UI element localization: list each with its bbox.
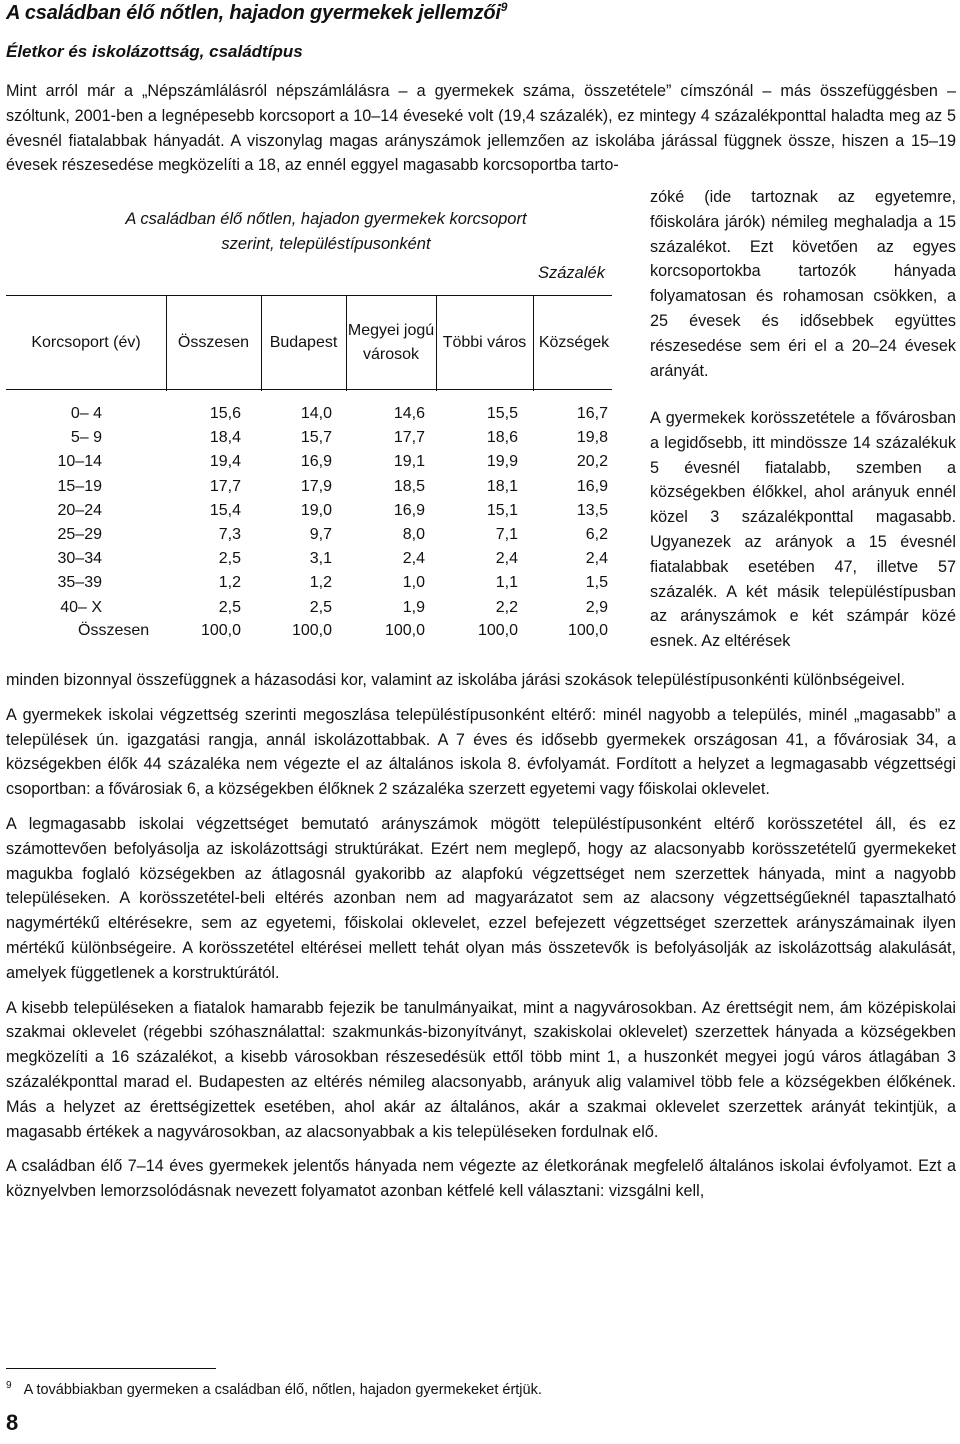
value-cell: 14,6	[393, 405, 425, 422]
value-cell: 3,1	[309, 550, 332, 568]
header-total: Összesen	[177, 334, 250, 351]
value-cell: 16,9	[300, 453, 332, 471]
value-cell: 2,5	[309, 598, 332, 616]
value-cell: 19,4	[209, 453, 241, 471]
intro-paragraph: Mint arról már a „Népszámlálásról népszámlálásra – a gyermekek száma, összetétele” címszónál – más összefüggésben – szóltunk, 2001-ben a legnépesebb korcsoport a 10–14 éveseké volt (19,4 százalék), ez mintegy 4 százalékponttal haladta meg az 5 évesnél fiatalabbak hányadát. A viszonylag magas arányszámok jellemzően az iskolába járással függnek össze, hiszen a 15–19 évesek részesedése megközelíti a 18, az ennél eggyel magasabb korcsoportba tarto-	[6, 82, 956, 175]
body-paragraph: minden bizonnyal összefüggnek a házasodási kor, valamint az iskolába járási szokások településtípusonkénti különbségeivel.	[6, 671, 905, 689]
value-cell: 17,7	[209, 477, 241, 495]
row-label-cell: 5– 9	[70, 429, 102, 447]
table-unit: Százalék	[538, 264, 605, 282]
value-cell: 17,7	[393, 429, 425, 447]
value-cell: 2,5	[218, 550, 241, 568]
value-cell: 7,1	[495, 526, 518, 543]
footnote-reference: 9	[500, 0, 508, 14]
value-cell: 2,4	[495, 550, 518, 568]
value-cell: 17,9	[300, 477, 332, 495]
right-column-paragraph-1: zóké (ide tartoznak az egyetemre, főiskolára járók) némileg meghaladja a 15 százalékot. Ezt követően az egyes korcsoportokba tartozók hányada folyamatosan és rohamosan csökken, a 25 évesek és idősebbek együttes részesedése sem éri el a 20–24 évesek arányát.	[650, 188, 956, 380]
right-column-paragraph-2: A gyermekek korösszetétele a fővárosban a legidősebb, itt mindössze 14 százalékuk 5 évesnél fiatalabb, szemben a községekben élőkkel, ahol arányuk ennél közel 3 százalékponttal magasabb. Ugyanezek az arányok a 15 évesnél fiatalabbak esetében 47, illetve 57 százalék. A két másik településtípusban az arányszámok e két számpár közé esnek. Az eltérések	[650, 409, 956, 651]
value-cell: 15,4	[209, 501, 241, 519]
value-cell: 8,0	[402, 526, 425, 543]
value-cell: 18,6	[486, 429, 518, 447]
value-cell: 1,1	[495, 574, 518, 592]
value-cell: 1,9	[402, 598, 425, 616]
table-row	[6, 574, 626, 598]
value-cell: 1,2	[309, 574, 332, 592]
table-top-rule	[6, 295, 612, 296]
value-cell: 100,0	[384, 622, 425, 639]
value-cell: 16,7	[576, 405, 608, 422]
row-label-cell: 0– 4	[70, 405, 102, 422]
header-other-towns: Többi város	[442, 334, 527, 351]
value-cell: 18,5	[393, 477, 425, 495]
header-county-towns: Megyei jogú városok	[347, 322, 435, 363]
row-label-cell: 20–24	[57, 501, 102, 519]
value-cell: 2,9	[585, 598, 608, 616]
table-row	[6, 453, 626, 477]
page-title: A családban élő nőtlen, hajadon gyermekek jellemzői$^9$	[6, 0, 508, 24]
value-cell: 2,4	[585, 550, 608, 568]
value-cell: 7,3	[218, 526, 241, 543]
table-row	[6, 526, 626, 550]
row-label-cell: 35–39	[57, 574, 102, 592]
value-cell: 6,2	[585, 526, 608, 543]
value-cell: 14,0	[300, 405, 332, 422]
value-cell: 16,9	[393, 501, 425, 519]
value-cell: 16,9	[576, 477, 608, 495]
value-cell: 2,2	[495, 598, 518, 616]
value-cell: 100,0	[200, 622, 241, 639]
value-cell: 15,6	[209, 405, 241, 422]
header-villages: Községek	[538, 334, 610, 351]
value-cell: 19,8	[576, 429, 608, 447]
row-label-cell: 10–14	[57, 453, 102, 471]
table-row	[6, 429, 626, 453]
row-label-cell: Összesen	[78, 622, 150, 639]
value-cell: 9,7	[309, 526, 332, 543]
footnote-rule	[6, 1368, 216, 1369]
row-label-cell: 30–34	[57, 550, 102, 568]
value-cell: 18,1	[486, 477, 518, 495]
body-text	[6, 668, 956, 1214]
page-number: 8	[6, 1410, 19, 1435]
value-cell: 100,0	[291, 622, 332, 639]
section-subtitle: Életkor és iskolázottság, családtípus	[6, 42, 303, 61]
value-cell: 19,1	[393, 453, 425, 471]
body-paragraph: A családban élő 7–14 éves gyermekek jelentős hányada nem végezte az életkorának megfelelő általános iskolai évfolyamot. Ezt a köznyelvben lemorzsolódásnak nevezett folyamatot azonban kétfelé kell választani: vizsgálni kell,	[6, 1157, 956, 1201]
table-row	[6, 502, 626, 526]
value-cell: 100,0	[477, 622, 518, 639]
value-cell: 2,5	[218, 598, 241, 616]
value-cell: 100,0	[567, 622, 608, 639]
value-cell: 19,0	[300, 501, 332, 519]
table-header-bottom-rule	[6, 389, 612, 390]
body-paragraph: A legmagasabb iskolai végzettséget bemutató arányszámok mögött településtípusonként eltérő korösszetétel áll, és ez számottevően befolyásolja az iskolázottsági struktúrákat. Ezért nem meglepő, hogy az alacsonyabb korösszetételű gyermekeket magukba foglaló községekben az átlagosnál gyakoribb az alapfokú végzettséget nem szerzettek hányada, mint a nagyobb településeken. A korösszetétel-beli eltérés azonban nem ad magyarázatot sem az alacsony végzettségűeknél tapasztalható nagymértékű eltérésekre, sem az egyetemi, főiskolai oklevelet, ezzel befejezett végzettséget szerzettek arányszámainak ilyen mértékű különbségeire. A korösszetétel eltérései mellett tehát olyan más összetevők is befolyásolják az iskolázottság alakulását, amelyek függetlenek a korstruktúrától.	[6, 814, 956, 982]
value-cell: 15,5	[486, 405, 518, 422]
value-cell: 20,2	[576, 453, 608, 471]
value-cell: 19,9	[486, 453, 518, 471]
header-age-group: Korcsoport (év)	[31, 334, 141, 351]
value-cell: 13,5	[576, 501, 608, 519]
body-paragraph: A kisebb településeken a fiatalok hamarabb fejezik be tanulmányaikat, mint a nagyvárosokban. Az érettségit nem, ám középiskolai szakmai oklevelet (régebbi szóhasználattal: szakmunkás-bizonyítványt, szakiskolai oklevelet) szerzettek hányada a községekben megközelíti a 16 százalékot, a kisebb városokban részesedésük ettől több mint 1, a huszonkét megyei jogú város átlagában 3 százalékponttal marad el. Budapesten az eltérés némileg alacsonyabb, arányuk alig valamivel több fele a községekben élőkének. Más a helyzet az érettségizettek esetében, ahol akár az általános, akár a szakmai oklevelet szerzettek arányát tekintjük, a magasabb értékek a nagyvárosokban, az alacsonyabbak a kis településeken fordulnak elő.	[6, 998, 956, 1141]
row-label-cell: 25–29	[57, 526, 102, 543]
footnote: $^9$ A továbbiakban gyermeken a családban élő, nőtlen, hajadon gyermekeket értjük.	[6, 1380, 542, 1398]
value-cell: 15,1	[486, 501, 518, 519]
table-row	[6, 405, 626, 429]
table-total-row	[6, 622, 626, 646]
table-row	[6, 599, 626, 623]
body-paragraph: A gyermekek iskolai végzettség szerinti megoszlása településtípusonként eltérő: minél nagyobb a település, minél „magasabb” a települések ún. igazgatási rangja, annál iskolázottabbak. A 7 éves és idősebb gyermekek országosan 41, a fővárosiak 34, a községekben élők 44 százaléka nem végezte el az általános iskola 8. évfolyamát. Fordított a helyzet a legmagasabb végzettségi csoportban: a fővárosiak 6, a községekben élőknek 2 százaléka szerzett egyetemi vagy főiskolai oklevelet.	[6, 705, 956, 799]
row-label-cell: 15–19	[57, 477, 102, 495]
value-cell: 2,4	[402, 550, 425, 568]
value-cell: 15,7	[300, 429, 332, 447]
value-cell: 1,5	[585, 574, 608, 592]
table-title: A családban élő nőtlen, hajadon gyermekek korcsoport szerint, településtípusonként	[125, 210, 527, 253]
value-cell: 1,0	[402, 574, 425, 592]
row-label-cell: 40– X	[60, 598, 102, 616]
value-cell: 18,4	[209, 429, 241, 447]
table-row	[6, 478, 626, 502]
header-budapest: Budapest	[269, 334, 338, 351]
value-cell: 1,2	[218, 574, 241, 592]
table-row	[6, 550, 626, 574]
